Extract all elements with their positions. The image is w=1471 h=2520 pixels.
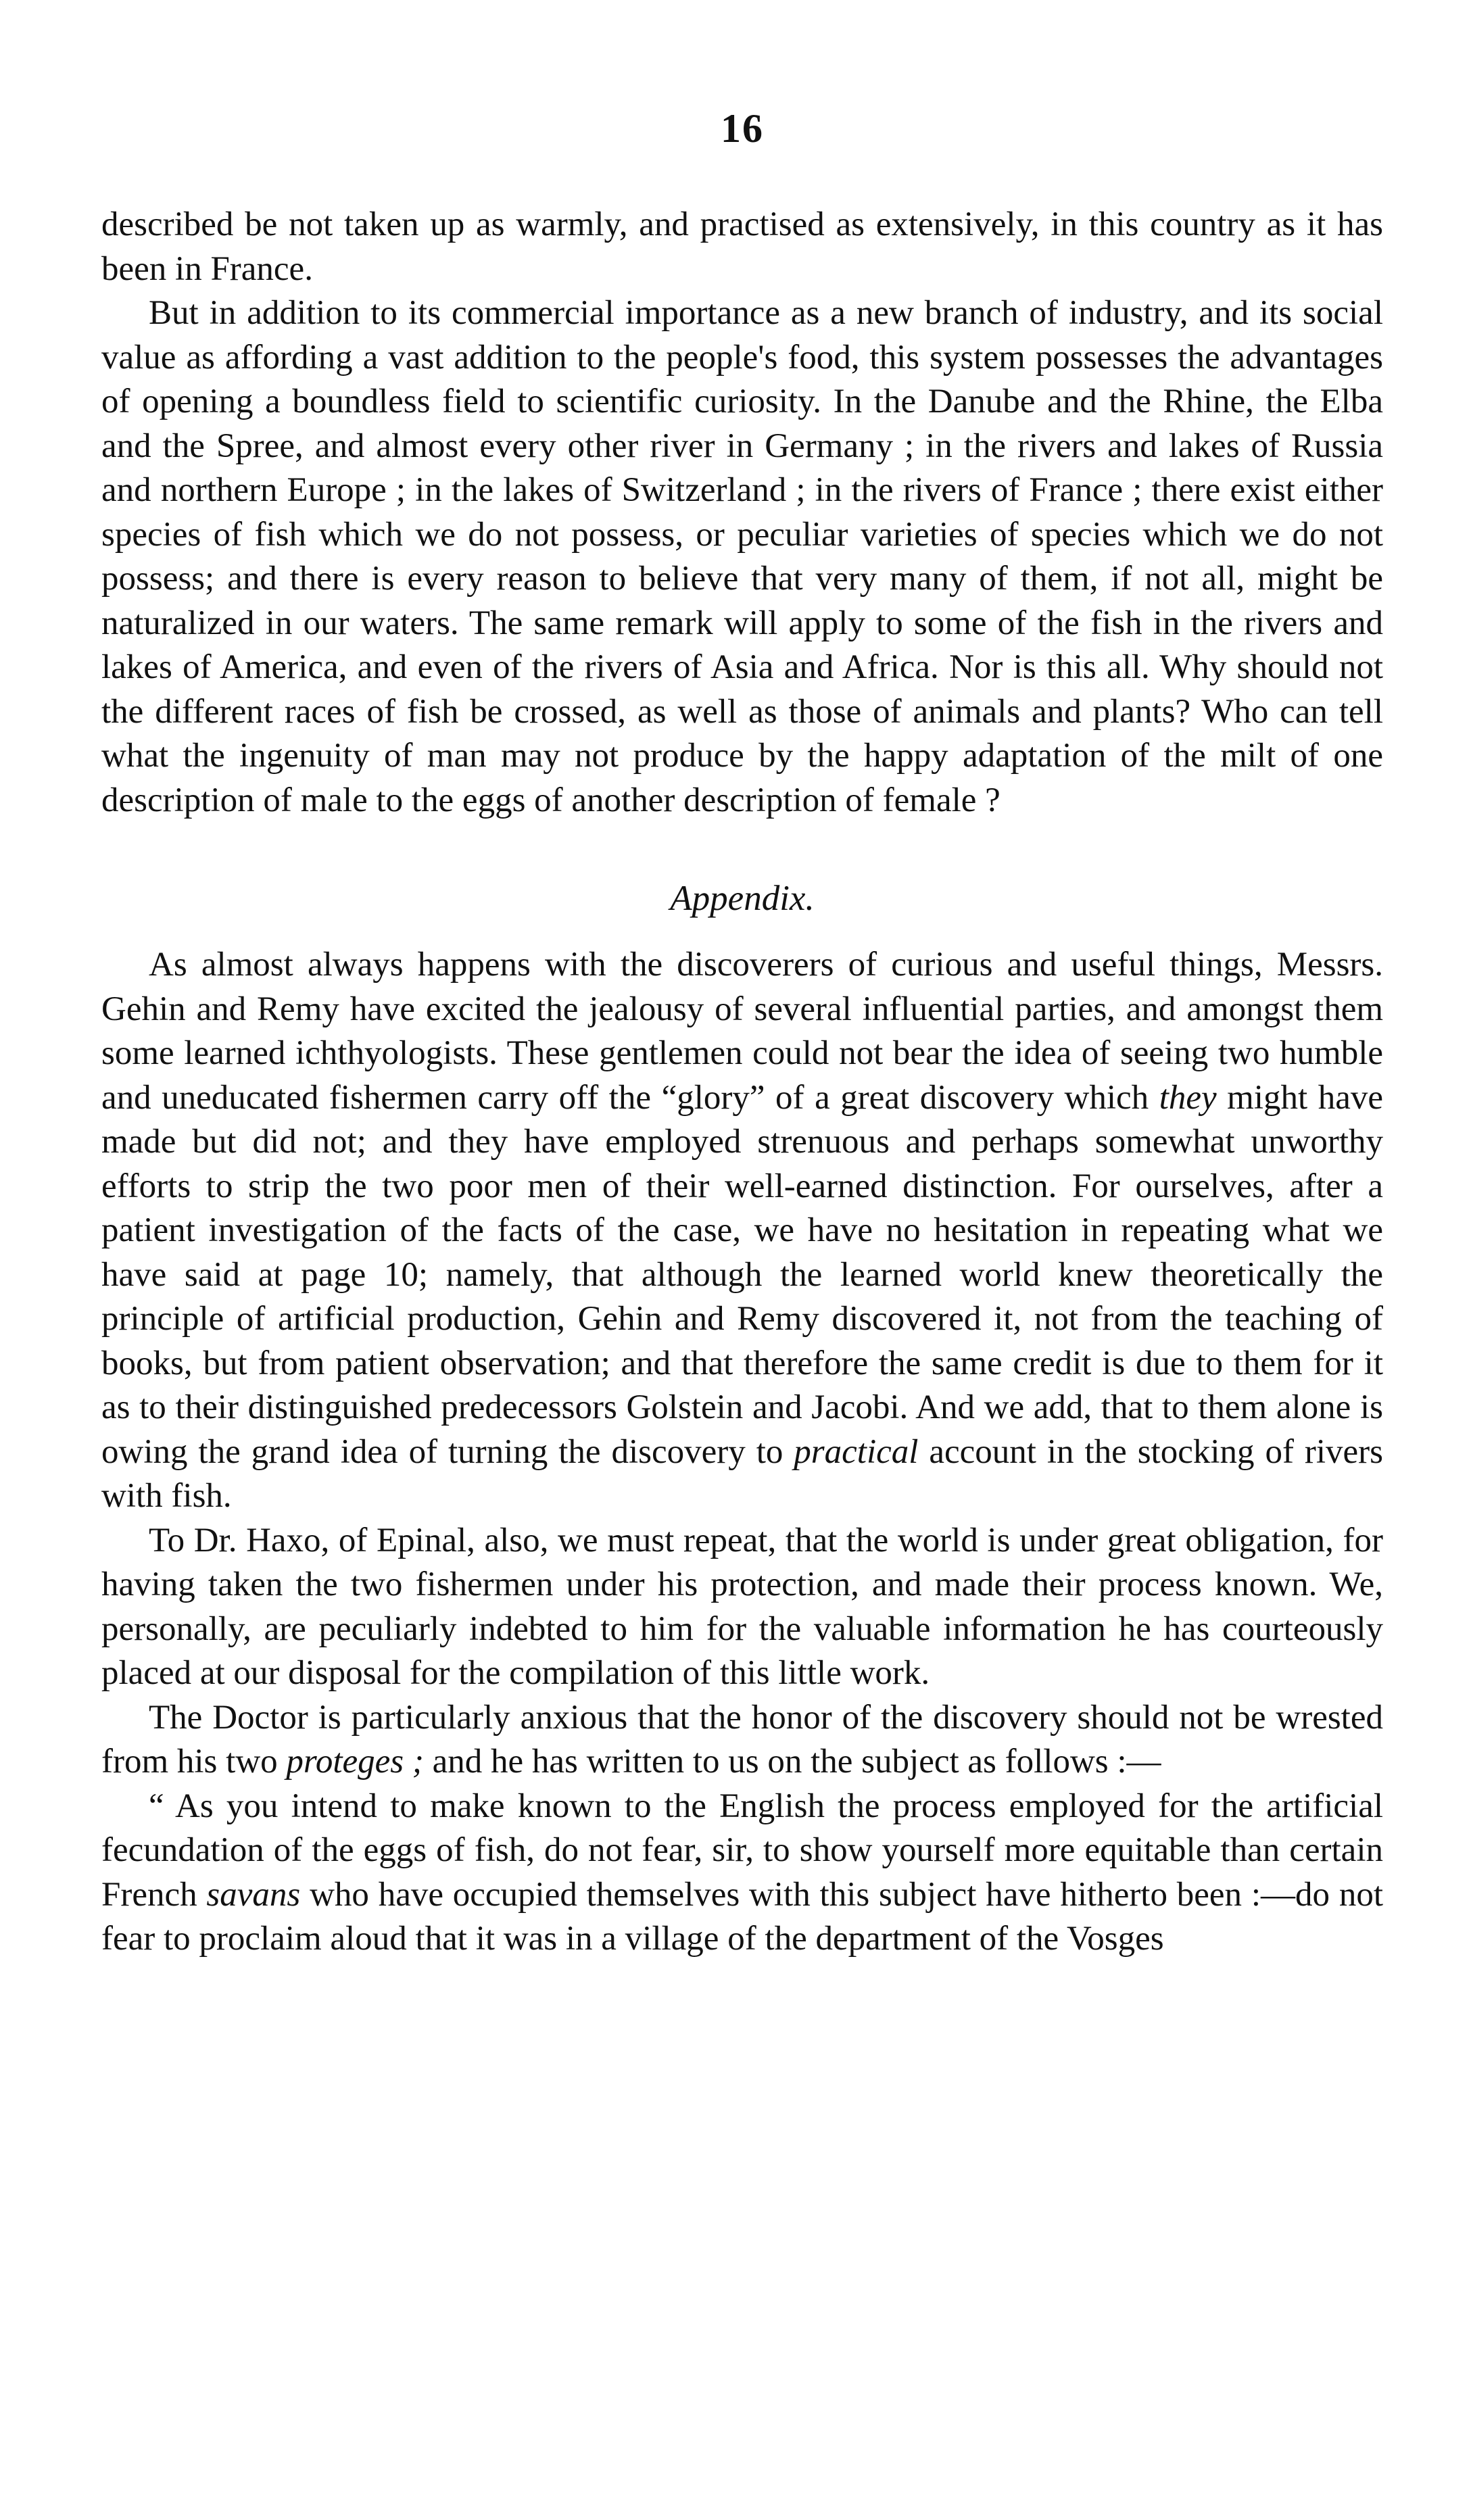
appendix-p1-text-c: account in the stocking of rivers with fish. xyxy=(101,1432,1383,1515)
appendix-p3-text-b: and he has written to us on the subject as follows :— xyxy=(423,1743,1161,1780)
paragraph-scientific-curiosity: But in addition to its commercial importance as a new branch of industry, and its social value as affording a vast addition to the people's food, this system possesses the advantages of opening a boundless field to scientific curiosity. In the Danube and the Rhine, the Elba and the Spree, and almost every other river in Germany ; in the rivers and lakes of Russia and northern Europe ; in the lakes of Switzerland ; in the rivers of France ; there exist either species of fish which we do not possess, or peculiar varieties of species which we do not possess; and there is every reason to believe that very many of them, if not all, might be naturalized in our waters. The same remark will apply to some of the fish in the rivers and lakes of America, and even of the rivers of Asia and Africa. Nor is this all. Why should not the different races of fish be crossed, as well as those of animals and plants? Who can tell what the ingenuity of man may not produce by the happy adaptation of the milt of one description of male to the eggs of another description of female ? xyxy=(101,294,1383,819)
document-page xyxy=(101,101,1383,1962)
paragraph-continuation: described be not taken up as warmly, and practised as extensively, in this country as it has been in France. xyxy=(101,205,1383,288)
appendix-p1-emphasis-practical: practical xyxy=(794,1432,919,1471)
appendix-p4-emphasis-savans: savans xyxy=(206,1875,301,1914)
appendix-p1-text-a: As almost always happens with the discoverers of curious and useful things, Messrs. Gehin and Remy have excited the jealousy of several influential parties, and amongst them some learned ichthyologists. These gentlemen could not bear the idea of seeing two humble and uneducated fishermen carry off the “glory” of a great discovery which xyxy=(101,946,1383,1117)
appendix-p4-text-b: who have occupied themselves with this subject have hitherto been :—do not fear to proclaim aloud that it was in a village of the department of the Vosges xyxy=(101,1875,1383,1958)
appendix-p3-emphasis-proteges: proteges ; xyxy=(286,1743,424,1780)
appendix-paragraph-1 xyxy=(101,943,1383,1519)
page-number: 16 xyxy=(721,106,764,151)
appendix-p4-text-a: “ As you intend to make known to the English the process employed for the artificial fecundation of the eggs of fish, do not fear, sir, to show yourself more equitable than certain French xyxy=(101,1787,1383,1914)
appendix-paragraph-3 xyxy=(101,1696,1383,1785)
appendix-heading: Appendix. xyxy=(670,879,815,918)
appendix-paragraph-2: To Dr. Haxo, of Epinal, also, we must repeat, that the world is under great obligation, for having taken the two fishermen under his protection, and made their process known. We, personally, are peculiarly indebted to him for the valuable information he has courteously placed at our disposal for the compilation of this little work. xyxy=(101,1521,1383,1692)
appendix-paragraph-4-quote xyxy=(101,1785,1383,1962)
appendix-p1-text-b: might have made but did not; and they have employed strenuous and perhaps somewhat unworthy efforts to strip the two poor men of their well-earned distinction. For ourselves, after a patient investigation of the facts of the case, we have no hesitation in repeating what we have said at page 10; namely, that although the learned world knew theoretically the principle of artificial production, Gehin and Remy discovered it, not from the teaching of books, but from patient observation; and that therefore the same credit is due to them for it as to their distinguished predecessors Golstein and Jacobi. And we add, that to them alone is owing the grand idea of turning the discovery to xyxy=(101,1078,1383,1471)
appendix-p3-text-a: The Doctor is particularly anxious that the honor of the discovery should not be wrested from his two xyxy=(101,1698,1383,1780)
appendix-p1-emphasis-they: they xyxy=(1159,1078,1217,1117)
